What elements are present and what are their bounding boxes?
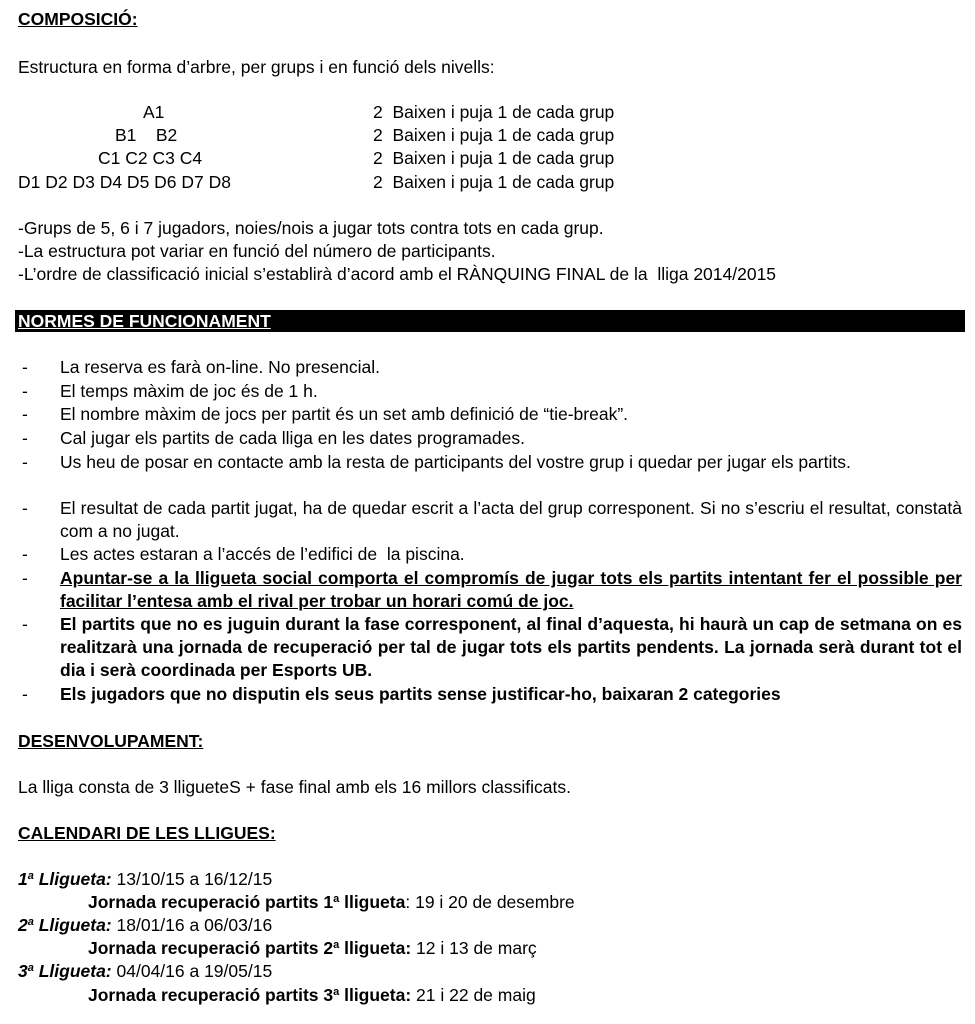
tree-groups-level-d: D1 D2 D3 D4 D5 D6 D7 D8	[18, 172, 231, 192]
calendar-entry-2	[18, 914, 272, 936]
recovery-entry-3	[88, 984, 536, 1006]
composicio-note: -La estructura pot variar en funció del número de participants.	[18, 241, 496, 261]
list-bullet: -	[22, 381, 28, 401]
rule-item-penalty: Els jugadors que no disputin els seus partits sense justificar-ho, baixaran 2 categories	[60, 684, 781, 704]
composicio-note: -L’ordre de classificació inicial s’establirà d’acord amb el RÀNQUING FINAL de la lliga 2014/2015	[18, 264, 777, 284]
list-bullet: -	[22, 614, 28, 634]
recovery-entry-2	[88, 937, 537, 959]
rule-item: Cal jugar els partits de cada lliga en les dates programades.	[60, 428, 525, 448]
list-bullet: -	[22, 498, 28, 518]
rule-item: El nombre màxim de jocs per partit és un set amb definició de “tie-break”.	[60, 404, 629, 424]
list-bullet: -	[22, 452, 28, 472]
list-bullet: -	[22, 404, 28, 424]
composicio-note: -Grups de 5, 6 i 7 jugadors, noies/nois a jugar tots contra tots en cada grup.	[18, 218, 604, 238]
recovery-dates: 12 i 13 de març	[411, 938, 537, 958]
lligueta-label: 2$^a$ Lligueta:	[18, 915, 112, 935]
desenvolupament-heading: DESENVOLUPAMENT:	[18, 731, 204, 751]
calendari-heading: CALENDARI DE LES LLIGUES:	[18, 823, 276, 843]
recovery-dates: 19 i 20 de desembre	[410, 892, 575, 912]
rule-item: El temps màxim de joc és de 1 h.	[60, 381, 318, 401]
composicio-heading: COMPOSICIÓ:	[18, 9, 138, 29]
list-bullet: -	[22, 684, 28, 704]
list-bullet: -	[22, 428, 28, 448]
desenvolupament-text: La lliga consta de 3 lligueteS + fase final amb els 16 millors classificats.	[18, 777, 571, 797]
tree-rule-level-c: 2 Baixen i puja 1 de cada grup	[373, 148, 615, 168]
rule-item-commitment: Apuntar-se a la lligueta social comporta el compromís de jugar tots els partits intentant fer el possible per facilitar l’entesa amb el rival per trobar un horari comú de joc.	[60, 568, 962, 611]
recovery-label: Jornada recuperació partits 3$^a$ lligueta:	[88, 985, 412, 1005]
rule-item: La reserva es farà on-line. No presencial.	[60, 357, 381, 377]
tree-rule-level-d: 2 Baixen i puja 1 de cada grup	[373, 172, 615, 192]
recovery-label: Jornada recuperació partits 1$^a$ lligueta	[88, 892, 406, 912]
list-bullet: -	[22, 568, 28, 588]
lligueta-dates: 18/01/16 a 06/03/16	[111, 915, 273, 935]
recovery-entry-1: Jornada recuperació partits 1$^a$ lligueta: 19 i 20 de desembre	[88, 892, 575, 912]
normes-heading: NORMES DE FUNCIONAMENT	[18, 311, 271, 331]
lligueta-dates: 04/04/16 a 19/05/15	[111, 961, 273, 981]
tree-groups-level-c: C1 C2 C3 C4	[98, 148, 203, 168]
list-bullet: -	[22, 544, 28, 564]
rule-item: Us heu de posar en contacte amb la resta de participants del vostre grup i quedar per jugar els partits.	[60, 452, 851, 472]
recovery-label: Jornada recuperació partits 2$^a$ lligueta:	[88, 938, 412, 958]
tree-rule-level-a: 2 Baixen i puja 1 de cada grup	[373, 102, 615, 122]
lligueta-label: 3$^a$ Lligueta:	[18, 961, 112, 981]
rule-item: El resultat de cada partit jugat, ha de quedar escrit a l’acta del grup corresponent. Si no s’escriu el resultat, constatà com a no jugat.	[60, 498, 962, 541]
tree-groups-level-a: A1	[143, 102, 165, 122]
calendar-entry-1	[18, 868, 272, 890]
recovery-dates: 21 i 22 de maig	[411, 985, 536, 1005]
tree-rule-level-b: 2 Baixen i puja 1 de cada grup	[373, 125, 615, 145]
tree-groups-level-b: B1 B2	[115, 125, 178, 145]
lligueta-label: 1$^a$ Lligueta:	[18, 869, 112, 889]
lligueta-dates: 13/10/15 a 16/12/15	[111, 869, 273, 889]
list-bullet: -	[22, 357, 28, 377]
rule-item-recovery: El partits que no es juguin durant la fase corresponent, al final d’aquesta, hi haurà un cap de setmana on es realitzarà una jornada de recuperació per tal de jugar tots els partits pendents. La jornada serà durant tot el dia i serà coordinada per Esports UB.	[60, 614, 962, 680]
normes-heading-bar	[15, 310, 965, 332]
composicio-intro: Estructura en forma d’arbre, per grups i en funció dels nivells:	[18, 57, 495, 77]
calendar-entry-3	[18, 960, 272, 982]
rule-item: Les actes estaran a l’accés de l’edifici de la piscina.	[60, 544, 465, 564]
